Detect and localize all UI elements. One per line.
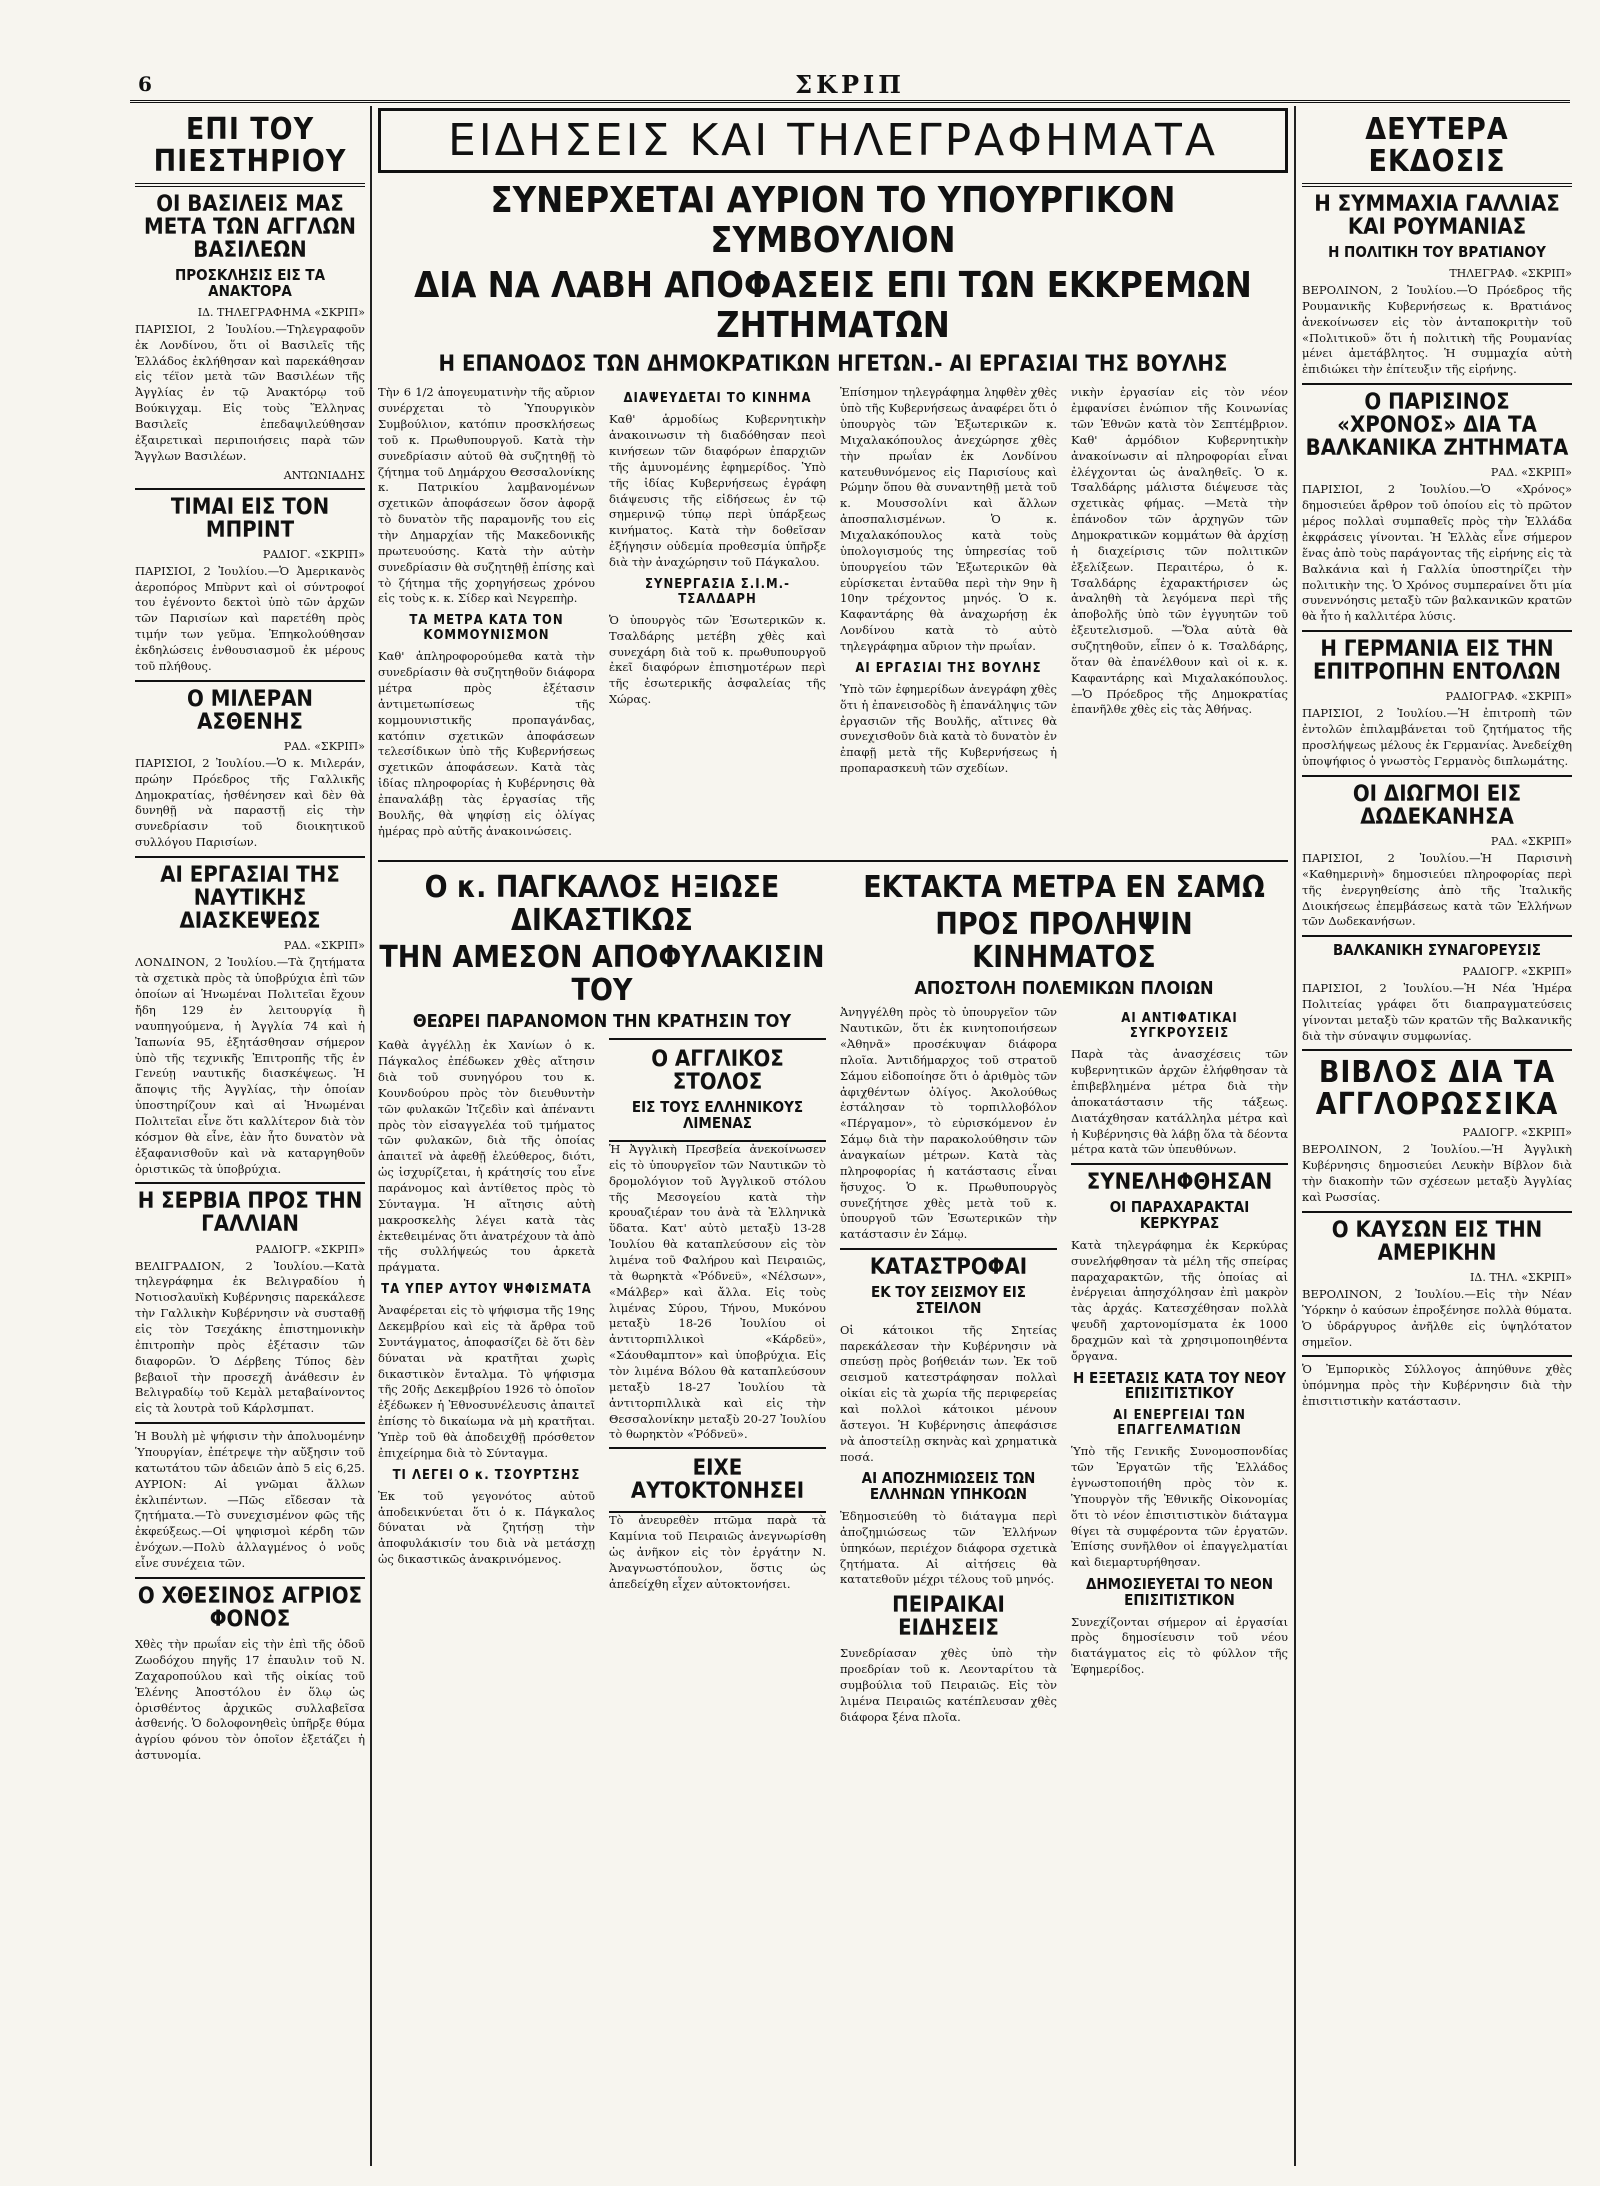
divider — [135, 1422, 365, 1424]
headline: ΒΙΒΛΟΣ ΔΙΑ ΤΑ ΑΓΓΛΟΡΩΣΣΙΚΑ — [1315, 1055, 1559, 1122]
headline: Ο ΜΙΛΕΡΑΝ ΑΣΘΕΝΗΣ — [187, 686, 313, 735]
headline: ΤΙΜΑΙ ΕΙΣ ΤΟΝ ΜΠΡΙΝΤ — [170, 494, 330, 543]
headline: ΑΙ ΑΠΟΖΗΜΙΩΣΕΙΣ ΤΩΝ ΕΛΛΗΝΩΝ ΥΠΗΚΟΩΝ — [861, 1469, 1036, 1504]
headline: Ο ΠΑΡΙΣΙΝΟΣ «ΧΡΟΝΟΣ» ΔΙΑ ΤΑ ΒΑΛΚΑΝΙΚΑ ΖΗΤΗΜΑΤΑ — [1305, 390, 1569, 462]
article-text: Καθ' ἁπληροφορούμεθα κατὰ τὴν συνεδρίασιν θὰ συζητηθοῦν διάφορα μέτρα πρὸς ἐξέτασιν ἀντιμετωπίσεως τῆς κομμουνιστικῆς προπαγάνδας, κατόπιν σχετικῶν ἀποφάσεων τελεσίδικων ὑπὸ τῆς Κυβερνήσεως σχετικῶν ἀποφάσεων. Κατὰ τὰς ἰδίας πληροφορίας ἡ Κυβέρνησις θὰ ἐπαναλάβῃ τὰς ἐργασίας τῆς Βουλῆς, θὰ ψηφίσῃ εἰς ὀλίγας ἡμέρας πρὸ αὐτῆς ἀνακοινώσεις. — [378, 649, 595, 838]
pangalos-story — [378, 867, 826, 1730]
lower-stories — [378, 867, 1288, 1730]
divider — [1302, 1355, 1572, 1357]
headline: Η ΕΞΕΤΑΣΙΣ ΚΑΤΑ ΤΟΥ ΝΕΟΥ ΕΠΙΣΙΤΙΣΤΙΚΟΥ — [1073, 1368, 1286, 1403]
divider — [1302, 1049, 1572, 1051]
dateline-source: ΡΑΔΙΟΓ. «ΣΚΡΙΠ» — [262, 547, 365, 561]
byline: ΑΝΤΩΝΙΑΔΗΣ — [283, 468, 365, 482]
article-text: Τὴν 6 1/2 ἀπογευματινὴν τῆς αὔριον συνέρχεται τὸ Ὑπουργικὸν Συμβούλιον, κατόπιν προσκλήσεως τοῦ κ. Πρωθυπουργοῦ. Κατὰ τὴν συνεδρίασιν αὐτοῦ θὰ συζητηθῇ τὸ ζήτημα τοῦ Δημάρχου Θεσσαλονίκης κ. Πατρικίου λαμβανομένων σχετικῶν ἀποφάσεων ὅσον ἀφορᾷ τὸ δυνατὸν τῆς παραμονῆς του εἰς τὴν Δημαρχίαν τῆς Μακεδονικῆς πρωτευούσης. Κατὰ τὴν αὐτὴν συνεδρίασιν θὰ συζητηθῇ ἐπίσης καὶ τὸ ζήτημα τῆς χορηγήσεως χρόνου εἰς τοὺς κ. κ. Σίδερ καὶ Νεγρεπὴρ. — [378, 385, 595, 606]
subheading: ΑΙ ΕΡΓΑΣΙΑΙ ΤΗΣ ΒΟΥΛΗΣ — [855, 660, 1042, 676]
divider — [1302, 935, 1572, 937]
subheadline: ΕΙΣ ΤΟΥΣ ΕΛΛΗΝΙΚΟΥΣ ΛΙΜΕΝΑΣ — [631, 1098, 804, 1133]
divider — [135, 1577, 365, 1579]
article-text: ΠΑΡΙΣΙΟΙ, 2 Ἰουλίου.—Ἡ ἐπιτροπὴ τῶν ἐντολῶν ἐπιλαμβάνεται τοῦ ζητήματος τῆς προσλήψεως μέλους ἐκ Γερμανίας. Ἀνεδείχθη ὑποψήφιος ὁ γνωστὸς Γερμανὸς διπλωμάτης. — [1302, 706, 1572, 768]
headline: Ο κ. ΠΑΓΚΑΛΟΣ ΗΞΙΩΣΕ ΔΙΚΑΣΤΙΚΩΣ — [424, 870, 780, 939]
column-rule-left — [370, 106, 372, 2166]
boxed-headline — [609, 1447, 826, 1513]
headline-line2: ΤΗΝ ΑΜΕΣΟΝ ΑΠΟΦΥΛΑΚΙΣΙΝ ΤΟΥ — [379, 940, 825, 1009]
story-col — [840, 1005, 1057, 1730]
divider — [135, 680, 365, 682]
divider — [135, 488, 365, 490]
divider — [1302, 775, 1572, 777]
subheading: ΑΙ ΕΝΕΡΓΕΙΑΙ ΤΩΝ ΕΠΑΓΓΕΛΜΑΤΙΩΝ — [1113, 1408, 1246, 1439]
headline: ΟΙ ΔΙΩΓΜΟΙ ΕΙΣ ΔΩΔΕΚΑΝΗΣΑ — [1352, 781, 1522, 830]
article-text: ΒΕΡΟΛΙΝΟΝ, 2 Ἰουλίου.—Εἰς τὴν Νέαν Ὑόρκην ὁ καύσων ἐπροξένησε πολλὰ θύματα. Ὁ ὑδράργυρος ἀνῆλθε εἰς ὑψηλότατον σημεῖον. — [1302, 1287, 1572, 1349]
story-columns — [378, 1038, 826, 1597]
section-heading: ΔΕΥΤΕΡΑ ΕΚΔΟΣΙΣ — [1365, 112, 1509, 179]
headline: Ο ΑΓΓΛΙΚΟΣ ΣΤΟΛΟΣ — [651, 1047, 784, 1096]
story-col — [609, 1038, 826, 1597]
divider — [135, 183, 365, 187]
headline: ΕΚΤΑΚΤΑ ΜΕΤΡΑ ΕΝ ΣΑΜΩ — [863, 870, 1265, 906]
dateline-source: ΡΑΔ. «ΣΚΡΙΠ» — [1490, 466, 1572, 480]
subheadline: ΘΕΩΡΕΙ ΠΑΡΑΝΟΜΟΝ ΤΗΝ ΚΡΑΤΗΣΙΝ ΤΟΥ — [412, 1011, 792, 1033]
headline: ΚΑΤΑΣΤΡΟΦΑΙ — [869, 1255, 1028, 1281]
center-column — [378, 108, 1288, 2168]
dateline-source: ΡΑΔΙΟΓΡΑΦ. «ΣΚΡΙΠ» — [1445, 690, 1572, 704]
article-text: ΒΕΡΟΛΙΝΟΝ, 2 Ἰουλίου.—Ἡ Ἀγγλικὴ Κυβέρνησις δημοσιεύει Λευκὴν Βίβλον διὰ τὴν διακοπὴν τῶν σχέσεων μεταξὺ Ἀγγλίας καὶ Ρωσσίας. — [1302, 1142, 1572, 1204]
article-text: Ὑπὸ τῆς Γενικῆς Συνομοσπονδίας τῶν Ἐργατῶν τῆς Ἑλλάδος ἐγνωστοποιήθη πρὸς τὸν κ. Ὑπουργὸν τῆς Ἐθνικῆς Οἰκονομίας ὅτι τὸ νέον ἐπισιτιστικὸν διάταγμα θίγει τὰ συμφέροντα τῶν ἐργατῶν. Ἐπίσης συνῆλθον οἱ ἐπαγγελματίαι καὶ διεμαρτυρήθησαν. — [1071, 1444, 1288, 1570]
subheadline: ΑΠΟΣΤΟΛΗ ΠΟΛΕΜΙΚΩΝ ΠΛΟΙΩΝ — [914, 978, 1214, 1000]
article-text: Τὸ ἀνευρεθὲν πτῶμα παρὰ τὰ Καμίνια τοῦ Πειραιῶς ἀνεγνωρίσθη ὡς ἀνῆκον εἰς τὸν ἐργάτην Ν. Ἀναγνωστόπουλον, ὅστις ὡς ἀπεδείχθη εἶχεν αὐτοκτονήσει. — [609, 1513, 826, 1591]
article-text: Συνεχίζονται σήμερον αἱ ἐργασίαι πρὸς δημοσίευσιν τοῦ νέου διατάγματος εἰς τὸ φύλλον τῆς Ἐφημερίδος. — [1071, 1614, 1288, 1677]
subheadline: ΟΙ ΠΑΡΑΧΑΡΑΚΤΑΙ ΚΕΡΚΥΡΑΣ — [1109, 1198, 1250, 1233]
dateline-source: ΡΑΔΙΟΓΡ. «ΣΚΡΙΠ» — [1462, 1126, 1572, 1140]
story-col — [1071, 1005, 1288, 1730]
section-banner: ΕΙΔΗΣΕΙΣ ΚΑΙ ΤΗΛΕΓΡΑΦΗΜΑΤΑ — [378, 108, 1288, 173]
main-headline-line2: ΔΙΑ ΝΑ ΛΑΒΗ ΑΠΟΦΑΣΕΙΣ ΕΠΙ ΤΩΝ ΕΚΚΡΕΜΩΝ ΖΗΤΗΜΑΤΩΝ — [414, 264, 1252, 346]
subheading: ΣΥΝΕΡΓΑΣΙΑ Σ.Ι.Μ.-ΤΣΑΛΔΑΡΗ — [645, 576, 790, 607]
story-columns — [840, 1005, 1288, 1730]
main-subheadline: Η ΕΠΑΝΟΔΟΣ ΤΩΝ ΔΗΜΟΚΡΑΤΙΚΩΝ ΗΓΕΤΩΝ.- ΑΙ ΕΡΓΑΣΙΑΙ ΤΗΣ ΒΟΥΛΗΣ — [438, 352, 1228, 378]
headline: ΣΥΝΕΛΗΦΘΗΣΑΝ — [1086, 1170, 1273, 1196]
page-number: 6 — [138, 72, 152, 96]
article-text: Οἱ κάτοικοι τῆς Σητείας παρεκάλεσαν τὴν Κυβέρνησιν νὰ σπεύσῃ πρὸς βοήθειάν των. Ἐκ τοῦ σεισμοῦ κατεστράφησαν πολλαὶ οἰκίαι εἰς τὰ χωρία τῆς περιφερείας καὶ πολλοὶ κάτοικοι μένουν ἄστεγοι. Ἡ Κυβέρνησις ἀπεφάσισε νὰ ἀποστείλῃ σκηνὰς καὶ χρηματικὰ ποσά. — [840, 1322, 1057, 1464]
article-text: ΠΑΡΙΣΙΟΙ, 2 Ἰουλίου.—Ὁ «Χρόνος» δημοσιεύει ἄρθρον τοῦ ὁποίου εἰς τὸ πρῶτον μέρος πολλαὶ συμπαθεῖς πρὸς τὴν Ἑλλάδα ἐκφράσεις γίνονται. Ἡ Ἑλλὰς εἶνε σήμερον ἕνας ἀπὸ τοὺς παράγοντας τῆς εἰρήνης εἰς τὰ Βαλκάνια καὶ ἡ Γαλλία ὑποστηρίζει τὴν πολιτικὴν της. Ὁ Χρόνος συμπεραίνει ὅτι μία συνεννόησις μεταξὺ τῶν βαλκανικῶν κρατῶν θὰ ἦτο ἡ καλλιτέρα λύσις. — [1302, 482, 1572, 624]
article-text: Ἐδημοσιεύθη τὸ διάταγμα περὶ ἀποζημιώσεως τῶν Ἑλλήνων ὑπηκόων, περιέχον διάφορα σχετικὰ ζητήματα. Αἱ αἰτήσεις θὰ κατατεθοῦν μέχρι τέλους τοῦ μηνός. — [840, 1508, 1057, 1587]
divider — [1302, 1211, 1572, 1213]
dateline-source: ΡΑΔ. «ΣΚΡΙΠ» — [283, 939, 365, 953]
lead-col-1 — [378, 385, 595, 855]
article-text: Ἀναφέρεται εἰς τὸ ψήφισμα τῆς 19ης Δεκεμβρίου καὶ εἰς τὰ ἄρθρα τοῦ Συντάγματος, ἀποφασίζει δὲ ὅτι δὲν δύναται νὰ κρατῆται χωρὶς δικαστικὸν ἔνταλμα. Τὸ ψήφισμα τῆς 20ῆς Δεκεμβρίου 1926 τὸ ὁποῖον ἐξέδωκεν ἡ Ἐθνοσυνέλευσις ἀπαιτεῖ ἐπίσης τὸ δικαίωμα νὰ μὴ κρατῆται. Ὑπὲρ τοῦ θὰ ἀποδειχθῇ πρόσθετον ἐπιχείρημα διὰ τὸ Σύνταγμα. — [378, 1303, 595, 1460]
article-text: Κατὰ τηλεγράφημα ἐκ Κερκύρας συνελήφθησαν τὰ μέλη τῆς σπείρας παραχαρακτῶν, τῆς ὁποίας αἱ ἐνέργειαι ἀπησχόλησαν ἐπὶ μακρὸν τὰς ἀρχάς. Κατεσχέθησαν πολλὰ ψευδῆ χαρτονομίσματα ἐκ 1000 δραχμῶν καὶ τὰ χρησιμοποιηθέντα ὄργανα. — [1071, 1237, 1288, 1363]
subheadline: Η ΠΟΛΙΤΙΚΗ ΤΟΥ ΒΡΑΤΙΑΝΟΥ — [1328, 243, 1546, 262]
article-text: ΠΑΡΙΣΙΟΙ, 2 Ἰουλίου.—Ἡ Παρισινὴ «Καθημερινὴ» δημοσιεύει πληροφορίας περὶ τῆς ἐνεργηθείσης ἀπὸ τῆς Ἰταλικῆς Διοικήσεως ἐπεμβάσεως κατὰ τῶν Ἑλλήνων τῶν Δωδεκανήσων. — [1302, 850, 1572, 929]
headline: Η ΣΕΡΒΙΑ ΠΡΟΣ ΤΗΝ ΓΑΛΛΙΑΝ — [137, 1189, 363, 1238]
headline: Η ΣΥΜΜΑΧΙΑ ΓΑΛΛΙΑΣ ΚΑΙ ΡΟΥΜΑΝΙΑΣ — [1314, 192, 1560, 241]
subheadline: ΕΚ ΤΟΥ ΣΕΙΣΜΟΥ ΕΙΣ ΣΤΕΙΛΟΝ — [870, 1283, 1027, 1317]
subheadline: ΠΡΟΣΚΛΗΣΙΣ ΕΙΣ ΤΑ ΑΝΑΚΤΟΡΑ — [174, 266, 326, 301]
article-text: ΠΑΡΙΣΙΟΙ, 2 Ἰουλίου.—Τηλεγραφοῦν ἐκ Λονδίνου, ὅτι οἱ Βασιλεῖς τῆς Ἑλλάδος ἐκλήθησαν καὶ παρεκάθησαν εἰς τέϊον μετὰ τῶν Βασιλέων τῆς Ἀγγλίας ἐν τῷ Ἀνακτόρῳ τοῦ Βούκιγχαμ. Εἰς τοὺς Ἕλληνας Βασιλεῖς ἐπεδαψιλεύθησαν ἐξαιρετικαὶ περιποιήσεις παρὰ τῶν Ἄγγλων Βασιλέων. — [135, 321, 365, 463]
article-text: Ὁ Ἐμπορικὸς Σύλλογος ἀπηύθυνε χθὲς ὑπόμνημα πρὸς τὴν Κυβέρνησιν διὰ τὴν ἐπισιτιστικὴν κατάστασιν. — [1302, 1362, 1572, 1409]
left-column — [135, 108, 365, 1768]
article-text: ΛΟΝΔΙΝΟΝ, 2 Ἰουλίου.—Τὰ ζητήματα τὰ σχετικὰ πρὸς τὰ ὑποβρύχια ἐπὶ τῶν ὁποίων αἱ Ἡνωμέναι Πολιτεῖαι ἔχουν ἤδη 129 ἐν λειτουργίᾳ ἢ ναυπηγούμενα, ἡ Ἀγγλία 74 καὶ ἡ Ἰαπωνία 95, ἐξητάσθησαν σήμερον ὑπὸ τῆς τεχνικῆς Ἐπιτροπῆς τῆς ἐν Γενεύῃ ναυτικῆς διασκέψεως. Ἡ ἄποψις τῆς Ἀγγλίας, τὴν ὁποίαν ὑποστηρίζουν καὶ αἱ Ἡνωμέναι Πολιτεῖαι εἶνε ὅτι καλλίτερον διὰ τὸν κόσμον θὰ εἶνε, ἐὰν ἦτο δυνατὸν νὰ ἐξαφανισθοῦν καὶ νὰ καταργηθοῦν ὁριστικῶς τὰ ὑποβρύχια. — [135, 955, 365, 1176]
headline: Ο ΧΘΕΣΙΝΟΣ ΑΓΡΙΟΣ ΦΟΝΟΣ — [137, 1583, 363, 1632]
main-headline: ΣΥΝΕΡΧΕΤΑΙ ΑΥΡΙΟΝ ΤΟ ΥΠΟΥΡΓΙΚΟΝ ΣΥΜΒΟΥΛΙΟΝ — [490, 180, 1176, 262]
headline: ΑΙ ΕΡΓΑΣΙΑΙ ΤΗΣ ΝΑΥΤΙΚΗΣ ΔΙΑΣΚΕΨΕΩΣ — [160, 863, 340, 935]
masthead — [130, 70, 1570, 103]
divider — [135, 1182, 365, 1184]
article-text: Ἐκ τοῦ γεγονότος αὐτοῦ ἀποδεικνύεται ὅτι ὁ κ. Πάγκαλος δύναται νὰ ζητήσῃ τὴν ἀποφυλάκισίν του διὰ νὰ μετάσχῃ ὡς δικαστικῶς ἀνακρινόμενος. — [378, 1488, 595, 1567]
story-col — [378, 1038, 595, 1597]
divider — [378, 860, 1288, 862]
column-rule-right — [1294, 106, 1296, 2166]
article-text: Ὁ ὑπουργὸς τῶν Ἐσωτερικῶν κ. Τσαλδάρης μετέβη χθὲς καὶ συνεχάρη διὰ τοῦ κ. πρωθυπουργοῦ ἐκεῖ διαφόρων ἐπισημοτέρων περὶ τῆς ἐσωτερικῆς ἀσφαλείας τῆς Χώρας. — [609, 612, 826, 707]
article-text: Καθ' ἁρμοδίως Κυβερνητικὴν ἀνακοινωσιν τὴ διαδόθησαν πεοὶ κινήσεων τῶν διαφόρων ἐπαρχιῶν τῆς ἀμυνομένης ἐφημερίδος. Ὑπὸ τῆς ἰδίας Κυβερνήσεως ἐγράφη διάψευσις τῆς εἰδήσεως ἐν τῷ σημερινῷ τύπῳ περὶ ὑπάρξεως κινήματος. Κατὰ τὴν δοθεῖσαν ἐξήγησιν οὐδεμία προθεσμία ὑπῆρξε διὰ τὴν ἀναχώρησιν τοῦ Πάγκαλου. — [609, 412, 826, 569]
article-text: Ἡ Βουλὴ μὲ ψήφισιν τὴν ἀπολυομένην Ὑπουργίαν, ἐπέτρεψε τὴν αὔξησιν τοῦ κατωτάτου τῶν ἀδειῶν ἀπὸ 5 εἰς 6,25. ΑΥΡΙΟΝ: Αἱ γνῶμαι ἄλλων ἐκλιπέντων. —Πῶς εἴδεσαν τὰ ζητήματα.—Τὸ συνεχισμένον φῶς τῆς ἐκφεύξεως.—Οἱ ψηφισμοὶ κέρδη τῶν ἐνόχων.—Πολὺ ἀλλαγμένος ὁ νοῦς εἶνε συνέχεια τῶν. — [135, 1429, 365, 1571]
lead-col-3 — [840, 385, 1057, 855]
headline: ΕΙΧΕ ΑΥΤΟΚΤΟΝΗΣΕΙ — [630, 1456, 805, 1505]
article-text: ΠΑΡΙΣΙΟΙ, 2 Ἰουλίου.—Ὁ κ. Μιλεράν, πρώην Πρόεδρος τῆς Γαλλικῆς Δημοκρατίας, ἠσθένησεν καὶ δὲν θὰ δυνηθῇ νὰ παραστῇ εἰς τὴν συνεδρίασιν τοῦ διοικητικοῦ συλλόγου Παρισίων. — [135, 755, 365, 850]
right-column — [1302, 108, 1572, 2168]
newspaper-name: ΣΚΡΙΠ — [795, 70, 905, 99]
divider — [1302, 630, 1572, 632]
lead-col-2 — [609, 385, 826, 855]
dateline-source: ΙΔ. ΤΗΛΕΓΡΑΦΗΜΑ «ΣΚΡΙΠ» — [197, 305, 365, 319]
article-text: ΒΕΛΙΓΡΑΔΙΟΝ, 2 Ἰουλίου.—Κατὰ τηλεγράφημα ἐκ Βελιγραδίου ἡ Νοτιοσλαυϊκὴ Κυβέρνησις παρεκάλεσε τὴν Γαλλικὴν Κυβέρνησιν νὰ συσταθῇ εἰς τὸν Τσεχάκης ἐπιστημονικὴν ἐπιτροπὴν πρὸς ἐξέτασιν τῶν διαφορῶν. Ὁ Δέρβεης Τύπος δὲν βεβαιοῖ τὴν προσεχῆ ἀνάθεσιν ἐν Βελιγραδίῳ τοῦ Κεμὰλ μεταβαίνοντος εἰς τὰ λουτρὰ τοῦ Κάρλσμπατ. — [135, 1258, 365, 1416]
section-heading: ΕΠΙ ΤΟΥ ΠΙΕΣΤΗΡΙΟΥ — [153, 112, 347, 179]
article-text: Ἡ Ἀγγλικὴ Πρεσβεία ἀνεκοίνωσεν εἰς τὸ ὑπουργεῖον τῶν Ναυτικῶν τὸ δρομολόγιον τοῦ Ἀγγλικοῦ στόλου τῆς Μεσογείου κατὰ τὴν κρουαζιέραν του ἀνὰ τὰ Ἑλληνικὰ ὕδατα. Κατ' αὐτὸ μεταξὺ 13-28 Ἰουλίου θὰ καταπλεύσουν εἰς τὸν λιμένα τοῦ Φαλήρου καὶ Πειραιῶς, τὰ θωρηκτὰ «Ῥόδνεϋ», «Νέλσων», «Μάλβερ» καὶ ἄλλα. Εἰς τοὺς λιμένας Σύρου, Τήνου, Μυκόνου μεταξὺ 18-26 Ἰουλίου οἱ ἀντιτορπιλλικοὶ «Κάρδεϋ», «Σάουθαμπτον» καὶ ὑποβρύχια. Εἰς τὸν λιμένα Βόλου θὰ καταπλεύσουν μεταξὺ 18-27 Ἰουλίου τὰ ἀντιτορπιλλικὰ καὶ εἰς τὴν Θεσσαλονίκην μεταξὺ 20-27 Ἰουλίου τὸ θωρηκτὸν «Ῥόδνεϋ». — [609, 1141, 826, 1442]
dateline-source: ΙΔ. ΤΗΛ. «ΣΚΡΙΠ» — [1470, 1271, 1572, 1285]
headline: ΒΑΛΚΑΝΙΚΗ ΣΥΝΑΓΟΡΕΥΣΙΣ — [1333, 941, 1541, 960]
article-text: ΒΕΡΟΛΙΝΟΝ, 2 Ἰουλίου.—Ὁ Πρόεδρος τῆς Ρουμανικῆς Κυβερνήσεως κ. Βρατιάνος ἀνεκοίνωσεν εἰς τὸν ἀνταποκριτὴν τοῦ «Πολιτικοῦ» ὅτι ἡ πολιτικὴ τῆς Ρουμανίας μένει ἀμετάβλητος. Ἡ συμμαχία αὐτὴ ἐπιδιώκει τὴν ἐπίτευξιν τῆς εἰρήνης. — [1302, 282, 1572, 377]
boxed-headline — [609, 1038, 826, 1142]
subheading: ΤΑ ΜΕΤΡΑ ΚΑΤΑ ΤΟΝ ΚΟΜΜΟΥΝΙΣΜΟΝ — [409, 613, 564, 644]
divider — [135, 856, 365, 858]
divider — [840, 1248, 1057, 1250]
lead-story-columns — [378, 385, 1288, 855]
article-text: Ἐπίσημον τηλεγράφημα ληφθὲν χθὲς ὑπὸ τῆς Κυβερνήσεως ἀναφέρει ὅτι ὁ ὑπουργὸς τῶν Ἐξωτερικῶν κ. Μιχαλακόπουλος ἀνεχώρησε χθὲς τὴν πρωΐαν ἐκ Λονδίνου κατευθυνόμενος εἰς Παρισίους καὶ Ρώμην ὅπου θὰ συναντηθῇ μετὰ τοῦ κ. Μουσσολίνι καὶ ἄλλων ἀποσπαλισμένων. Ὁ κ. Μιχαλακόπουλος κατὰ τοὺς ὑπολογισμούς της ὑπηρεσίας τοῦ ὑπουργείου τῶν Ἐξωτερικῶν θὰ εὑρίσκεται ἐνταῦθα περὶ τὴν 9ην ἢ 10ην τρέχοντος μηνός. Ὁ κ. Καφαντάρης θὰ ἀναχωρήσῃ ἐκ Λονδίνου κατὰ τὸ αὐτὸ τηλεγράφημα αὔριον τὴν πρωΐαν. — [840, 385, 1057, 653]
article-text: ΠΑΡΙΣΙΟΙ, 2 Ἰουλίου.—Ὁ Ἀμερικανὸς ἀεροπόρος Μπὺρντ καὶ οἱ σύντροφοί του ἐγένοντο δεκτοὶ ὑπὸ τῶν ἀρχῶν τῶν Παρισίων καὶ παρετέθη πρὸς τιμήν των γεῦμα. Ἐπηκολούθησαν ἐκδηλώσεις ἐνθουσιασμοῦ ἐκ μέρους τοῦ πλήθους. — [135, 563, 365, 673]
headline: Η ΓΕΡΜΑΝΙΑ ΕΙΣ ΤΗΝ ΕΠΙΤΡΟΠΗΝ ΕΝΤΟΛΩΝ — [1313, 637, 1561, 686]
headline-line2: ΠΡΟΣ ΠΡΟΛΗΨΙΝ ΚΙΝΗΜΑΤΟΣ — [935, 907, 1193, 976]
headline: ΔΗΜΟΣΙΕΥΕΤΑΙ ΤΟ ΝΕΟΝ ΕΠΙΣΙΤΙΣΤΙΚΟΝ — [1085, 1575, 1274, 1609]
headline: ΟΙ ΒΑΣΙΛΕΙΣ ΜΑΣ ΜΕΤΑ ΤΩΝ ΑΓΓΛΩΝ ΒΑΣΙΛΕΩΝ — [144, 192, 356, 264]
lead-col-4 — [1071, 385, 1288, 855]
divider — [1302, 183, 1572, 187]
article-text: Χθὲς τὴν πρωΐαν εἰς τὴν ἐπὶ τῆς ὁδοῦ Ζωοδόχου πηγῆς 17 ἐπαυλιν τοῦ Ν. Ζαχαροπούλου καὶ τῆς οἰκίας τοῦ Ἑλένης Ἀποστόλου ἐν ὅλῳ ὡς ὁρισθέντος ἀρχικῶς συλλαβεῖσα ἀσθενής. Ὁ δολοφονηθεὶς ὑπῆρξε θύμα ἀγρίου φόνου τὸν ὁποῖον ἐξετάζει ἡ ἀστυνομία. — [135, 1637, 365, 1763]
headline: Ο ΚΑΥΣΩΝ ΕΙΣ ΤΗΝ ΑΜΕΡΙΚΗΝ — [1331, 1217, 1543, 1266]
subheading: ΑΙ ΑΝΤΙΦΑΤΙΚΑΙ ΣΥΓΚΡΟΥΣΕΙΣ — [1121, 1011, 1238, 1042]
samos-story — [840, 867, 1288, 1730]
subheading: ΤΑ ΥΠΕΡ ΑΥΤΟΥ ΨΗΦΙΣΜΑΤΑ — [381, 1282, 592, 1298]
article-text: Ὑπὸ τῶν ἐφημερίδων ἀνεγράφη χθὲς ὅτι ἡ ἐπανεισοδὸς ἢ ἐπανάληψις τῶν ἐργασιῶν τῆς Βουλῆς, αἴτινες θὰ συνεχισθοῦν διὰ κατὰ τὸ δυνατὸν ἐν ἐπαφῇ μετὰ τῆς Κυβερνήσεως ἡ προπαρασκευὴ τῶν σχεδίων. — [840, 681, 1057, 776]
dateline-source: ΡΑΔΙΟΓΡ. «ΣΚΡΙΠ» — [255, 1242, 365, 1256]
subheading: ΤΙ ΛΕΓΕΙ Ο κ. ΤΣΟΥΡΤΣΗΣ — [392, 1467, 581, 1483]
article-text: νικὴν ἐργασίαν εἰς τὸν νέον ἐμφανίσει ἐνώπιον τῆς Κοινωνίας τῶν Ἐθνῶν κατὰ τὸν Σεπτέμβριον. Καθ' ἁρμόδιον Κυβερνητικὴν ἀνακοίνωσιν αἱ πληροφορίαι εἶναι ἐλέγχονται ὡς ἀναληθεῖς. Ὁ κ. Τσαλδάρης μάλιστα διέψευσε τὰς σχετικὰς φήμας. —Μετὰ τὴν ἐπάνοδον τῶν ἀρχηγῶν τῶν Δημοκρατικῶν κομμάτων θὰ ἀρχίσῃ ἡ διαχείρισις τῶν πολιτικῶν ἐξελίξεων. Περαιτέρω, ὁ κ. Τσαλδάρης ἐχαρακτήρισεν ὡς ἀναληθὴ τὰ λεγόμενα περὶ τῆς ἀποβολῆς ὑπὸ τῶν ἐγγυητῶν τοῦ ἐξευτελισμοῦ. —Ὅλα αὐτὰ θὰ συζητηθοῦν, εἶπεν ὁ κ. Τσαλδάρης, ὅταν θὰ ἐπανέλθουν καὶ οἱ κ. κ. Καφαντάρης καὶ Μιχαλακόπουλος. —Ὁ Πρόεδρος τῆς Δημοκρατίας ἐπανῆλθε χθὲς εἰς τὰς Ἀθήνας. — [1071, 385, 1288, 717]
article-text: Ἀνηγγέλθη πρὸς τὸ ὑπουργεῖον τῶν Ναυτικῶν, ὅτι ἐκ κινητοποιήσεων «Ἀθηνᾶ» προσέκυψαν διάφορα πλοῖα. Ἀντιδήμαρχος τοῦ στρατοῦ Σάμου εἰδοποίησε ὅτι ὁ ἀριθμὸς τῶν ἀφιχθέντων ὀλίγος. Ἀκολούθως ἐστάλησαν τὸ τορπιλλοβόλον «Πέργαμον», τὸ εὑρισκόμενον ἐν Σάμῳ διὰ τὴν παρακολούθησιν τῶν ἀναγκαίων μέτρων. Κατὰ τὰς πληροφορίας ἡ κατάστασις εἶναι ἥσυχος. Ὁ κ. Πρωθυπουργὸς συνεζήτησε χθὲς μετὰ τοῦ κ. ὑπουργοῦ τῶν Ἐσωτερικῶν τὴν κατάστασιν ἐν Σάμῳ. — [840, 1005, 1057, 1242]
dateline-source: ΡΑΔΙΟΓΡ. «ΣΚΡΙΠ» — [1462, 964, 1572, 978]
article-text: Συνεδρίασαν χθὲς ὑπὸ τὴν προεδρίαν τοῦ κ. Λεονταρίτου τὰ συμβούλια τοῦ Πειραιῶς. Εἰς τὸν λιμένα Πειραιῶς κατέπλευσαν χθὲς διάφορα ξένα πλοῖα. — [840, 1646, 1057, 1724]
dateline-source: ΡΑΔ. «ΣΚΡΙΠ» — [1490, 834, 1572, 848]
article-text: ΠΑΡΙΣΙΟΙ, 2 Ἰουλίου.—Ἡ Νέα Ἡμέρα Πολιτείας γράφει ὅτι διαπραγματεύσεις γίνονται μεταξὺ τῶν κρατῶν τῆς Βαλκανικῆς διὰ τὴν σύναψιν συμφωνίας. — [1302, 980, 1572, 1043]
divider — [1071, 1163, 1288, 1165]
dateline-source: ΡΑΔ. «ΣΚΡΙΠ» — [283, 739, 365, 753]
article-text: Παρὰ τὰς ἀνασχέσεις τῶν κυβερνητικῶν ἀρχῶν ἐλήφθησαν τὰ ἐπιβεβλημένα μέτρα διὰ τὴν ἀποκατάστασιν τῆς τάξεως. Διατάχθησαν κατάλληλα μέτρα καὶ ἡ Κυβέρνησις θὰ λάβῃ ὅλα τὰ δέοντα μέτρα κατὰ τῶν ὑπευθύνων. — [1071, 1047, 1288, 1157]
subheading: ΔΙΑΨΕΥΔΕΤΑΙ ΤΟ ΚΙΝΗΜΑ — [623, 391, 812, 407]
dateline-source: ΤΗΛΕΓΡΑΦ. «ΣΚΡΙΠ» — [1449, 266, 1572, 280]
headline: ΠΕΙΡΑΙΚΑΙ ΕΙΔΗΣΕΙΣ — [892, 1593, 1005, 1642]
divider — [1302, 383, 1572, 385]
article-text: Καθὰ ἀγγέλλῃ ἐκ Χανίων ὁ κ. Πάγκαλος ἐπέδωκεν χθὲς αἴτησιν διὰ τοῦ συνηγόρου του κ. Κουνδούρου πρὸς τὸν διευθυντὴν τῶν φυλακῶν Ἰτζεδὶν καὶ ἀπέναντι πρὸς τὸν εἰσαγγελέα τοῦ τμήματος τῶν φυλακῶν, διὰ τῆς ὁποίας ἀπαιτεῖ νὰ ἀφεθῇ ἐλεύθερος, διότι, ὡς ἰσχυρίζεται, ἡ κράτησίς του εἶνε παράνομος καὶ ἀντίθετος πρὸς τὸ Σύνταγμα. Ἡ αἴτησις αὐτὴ μακροσκελὴς λέγει κατὰ τὰς ἐκτεθειμένας ὅτι ἀνατρέχουν τὰ ἀπὸ τῆς συλλήψεώς του ἀρκετὰ πράγματα. — [378, 1038, 595, 1275]
